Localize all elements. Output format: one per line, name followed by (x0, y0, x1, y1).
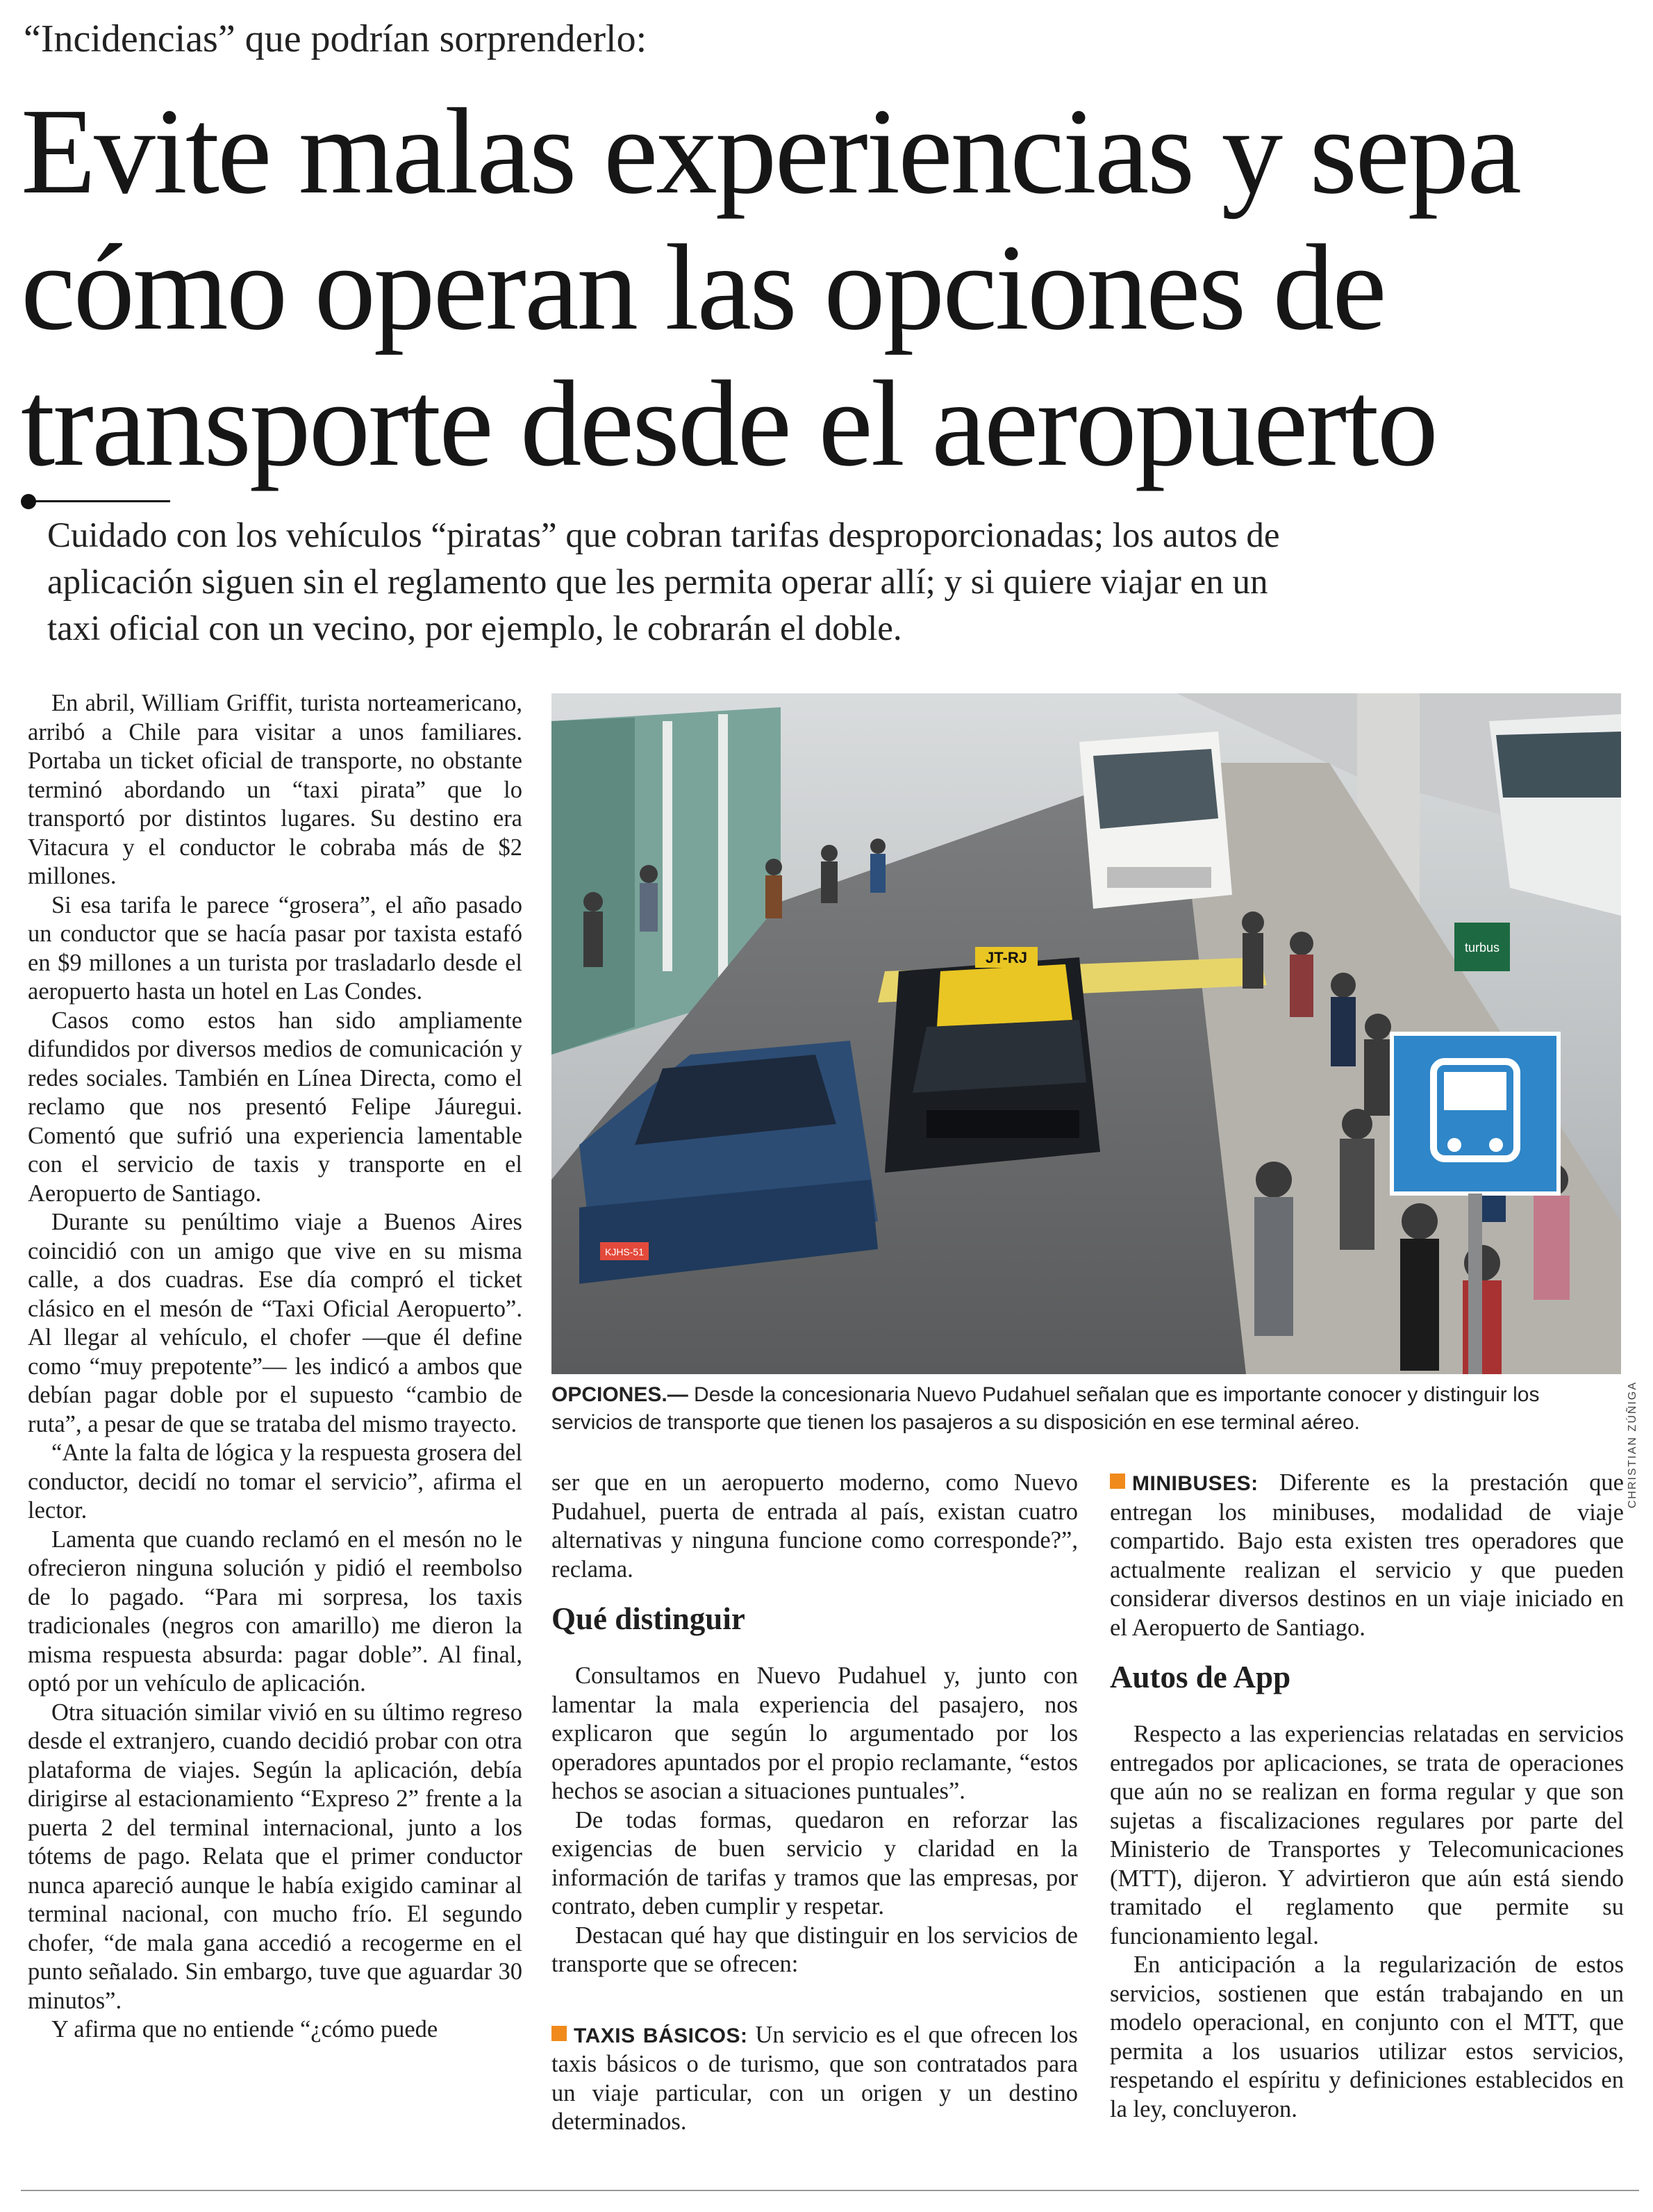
kicker: “Incidencias” que podrían sorprenderlo: (24, 17, 647, 60)
bus (1079, 732, 1232, 909)
yellow-taxi (885, 947, 1100, 1173)
paragraph: “Ante la falta de lógica y la respuesta grosera del conductor, decidí no tomar el servicio”, afirma el lector. (28, 1439, 522, 1524)
article-column-2 (551, 1469, 1078, 2137)
paragraph: Casos como estos han sido ampliamente difundidos por diversos medios de comunicación y redes sociales. También en Línea Directa, como el reclamo que nos presentó Felipe Jáuregui. Comentó que sufrió una experiencia lamentable con el servicio de taxis y transporte en el Aeropuerto de Santiago. (28, 1007, 522, 1207)
paragraph: Destacan qué hay que distinguir en los servicios de transporte que se ofrecen: (551, 1922, 1078, 1977)
dek-line-2: aplicación siguen sin el reglamento que les permita operar allí; y si quiere viajar en un (47, 563, 1268, 602)
photo-credit: CHRISTIAN ZÚÑIGA (1627, 1381, 1638, 1509)
headline-line-2: cómo operan las opciones de (21, 220, 1385, 356)
dek-rule (28, 500, 170, 502)
paragraph: Y afirma que no entiende “¿cómo puede (51, 2016, 438, 2042)
paragraph: En anticipación a la regularización de estos servicios, sostienen que están trabajando en un modelo operacional, en conjunto con el MTT, que permita a los usuarios utilizar estos servicios, respetando el espíritu y definiciones establecidos en la ley, concluyeron. (1110, 1951, 1624, 2122)
taxi-roof-sign: JT-RJ (986, 949, 1027, 966)
label-minibuses: MINIBUSES: (1132, 1472, 1259, 1495)
subhead-que-distinguir: Qué distinguir (551, 1601, 745, 1636)
headline-line-3: transporte desde el aeropuerto (21, 356, 1436, 492)
taxis-basicos-text: Un servicio es el que ofrecen los taxis básicos o de turismo, que son contratados para un viaje particular, con un origen y un destino determinados. (551, 2021, 1078, 2135)
paragraph: Durante su penúltimo viaje a Buenos Aires coincidió con un amigo que vive en su misma calle, a dos cuadras. Ese día compró el ticket clásico en el mesón de “Taxi Oficial Aeropuerto”. Al llegar al vehículo, el chofer —que él define como “muy prepotente”— les indicó a ambos que debían pagar doble por el supuesto “cambio de ruta”, a pesar de que se trataba del mismo trayecto. (28, 1209, 522, 1437)
paragraph: De todas formas, quedaron en reforzar las exigencias de buen servicio y claridad en la información de tarifas y tramos que las empresas, por contrato, deben cumplir y respetar. (551, 1806, 1078, 1920)
plate-blue-car: KJHS-51 (604, 1246, 645, 1257)
turbus-sign: turbus (1464, 941, 1500, 955)
article-column-1 (28, 689, 522, 2045)
orange-square-icon (1110, 1474, 1125, 1489)
caption-label: OPCIONES.— (551, 1383, 688, 1406)
headline-line-1: Evite malas experiencias y sepa (21, 83, 1520, 220)
article-column-3 (1110, 1469, 1624, 2124)
dek-line-3: taxi oficial con un vecino, por ejemplo, le cobrarán el doble. (47, 609, 902, 648)
photo-caption (551, 1381, 1625, 1437)
paragraph: Otra situación similar vivió en su último regreso desde el extranjero, cuando decidió probar con otra plataforma de viajes. Según la aplicación, debía dirigirse al estacionamiento “Expreso 2” frente a la puerta 2 del terminal internacional, junto a los tótems de pago. Relata que el primer conductor nunca apareció aunque le había exigido caminar al terminal nacional, con mucho frío. El segundo chofer, “de mala gana accedió a recogerme en el punto señalado. Sin embargo, tuve que aguardar 30 minutos”. (28, 1699, 522, 2014)
headline (21, 83, 1639, 492)
paragraph: Respecto a las experiencias relatadas en servicios entregados por aplicaciones, se trata de operaciones que aún no se realizan en forma regular y que son sujetas a fiscalizaciones regulares por parte del Ministerio de Transportes y Telecomunicaciones (MTT), dijeron. Y advirtieron que aún está siendo tramitado el reglamento que permite su funcionamiento legal. (1110, 1721, 1624, 1949)
paragraph: Si esa tarifa le parece “grosera”, el año pasado un conductor que se hacía pasar por taxista estafó en $9 millones a un turista por trasladarlo desde el aeropuerto hasta un hotel en Las Condes. (28, 891, 522, 1005)
news-photo (551, 693, 1621, 1374)
paragraph: Lamenta que cuando reclamó en el mesón no le ofrecieron ninguna solución y pidió el reembolso de lo pagado. “Para mi sorpresa, los taxis tradicionales (negros con amarillo) me dieron la misma respuesta absurda: pagar doble”. Al final, optó por un vehículo de aplicación. (28, 1526, 522, 1697)
minibuses-text: Diferente es la prestación que entregan los minibuses, modalidad de viaje compartido. Bajo esta existen tres operadores que actualmente realizan el servicio y que pueden considerar diversos destinos en un viaje iniciado en el Aeropuerto de Santiago. (1110, 1469, 1624, 1641)
airport-taxi-scene (551, 693, 1621, 1374)
paragraph: En abril, William Griffit, turista norteamericano, arribó a Chile para visitar a unos familiares. Portaba un ticket oficial de transporte, no obstante terminó abordando un “taxi pirata” que lo transportó por distintos lugares. Su destino era Vitacura y el conductor le cobraba más de $2 millones. (28, 690, 522, 889)
dek (47, 513, 1617, 652)
paragraph-taxis-basicos (551, 2021, 1078, 2137)
paragraph-minibuses (1110, 1469, 1624, 1642)
dek-line-1: Cuidado con los vehículos “piratas” que cobran tarifas desproporcionadas; los autos de (47, 516, 1280, 555)
dek-rule-dot (21, 494, 36, 509)
bottom-rule (21, 2190, 1639, 2191)
paragraph: Consultamos en Nuevo Pudahuel y, junto con lamentar la mala experiencia del pasajero, nos explicaron que según lo argumentado por los operadores apuntados por el propio reclamante, “estos hechos se asocian a situaciones puntuales”. (551, 1662, 1078, 1804)
orange-square-icon (551, 2026, 567, 2041)
caption-text: Desde la concesionaria Nuevo Pudahuel señalan que es importante conocer y distinguir los servicios de transporte que tienen los pasajeros a su disposición en ese terminal aéreo. (551, 1383, 1540, 1434)
label-taxis-basicos: TAXIS BÁSICOS: (574, 2024, 748, 2047)
subhead-autos-de-app: Autos de App (1110, 1660, 1291, 1694)
paragraph: ser que en un aeropuerto moderno, como Nuevo Pudahuel, puerta de entrada al país, existan cuatro alternativas y ninguna funcione como corresponde?”, reclama. (551, 1469, 1078, 1583)
